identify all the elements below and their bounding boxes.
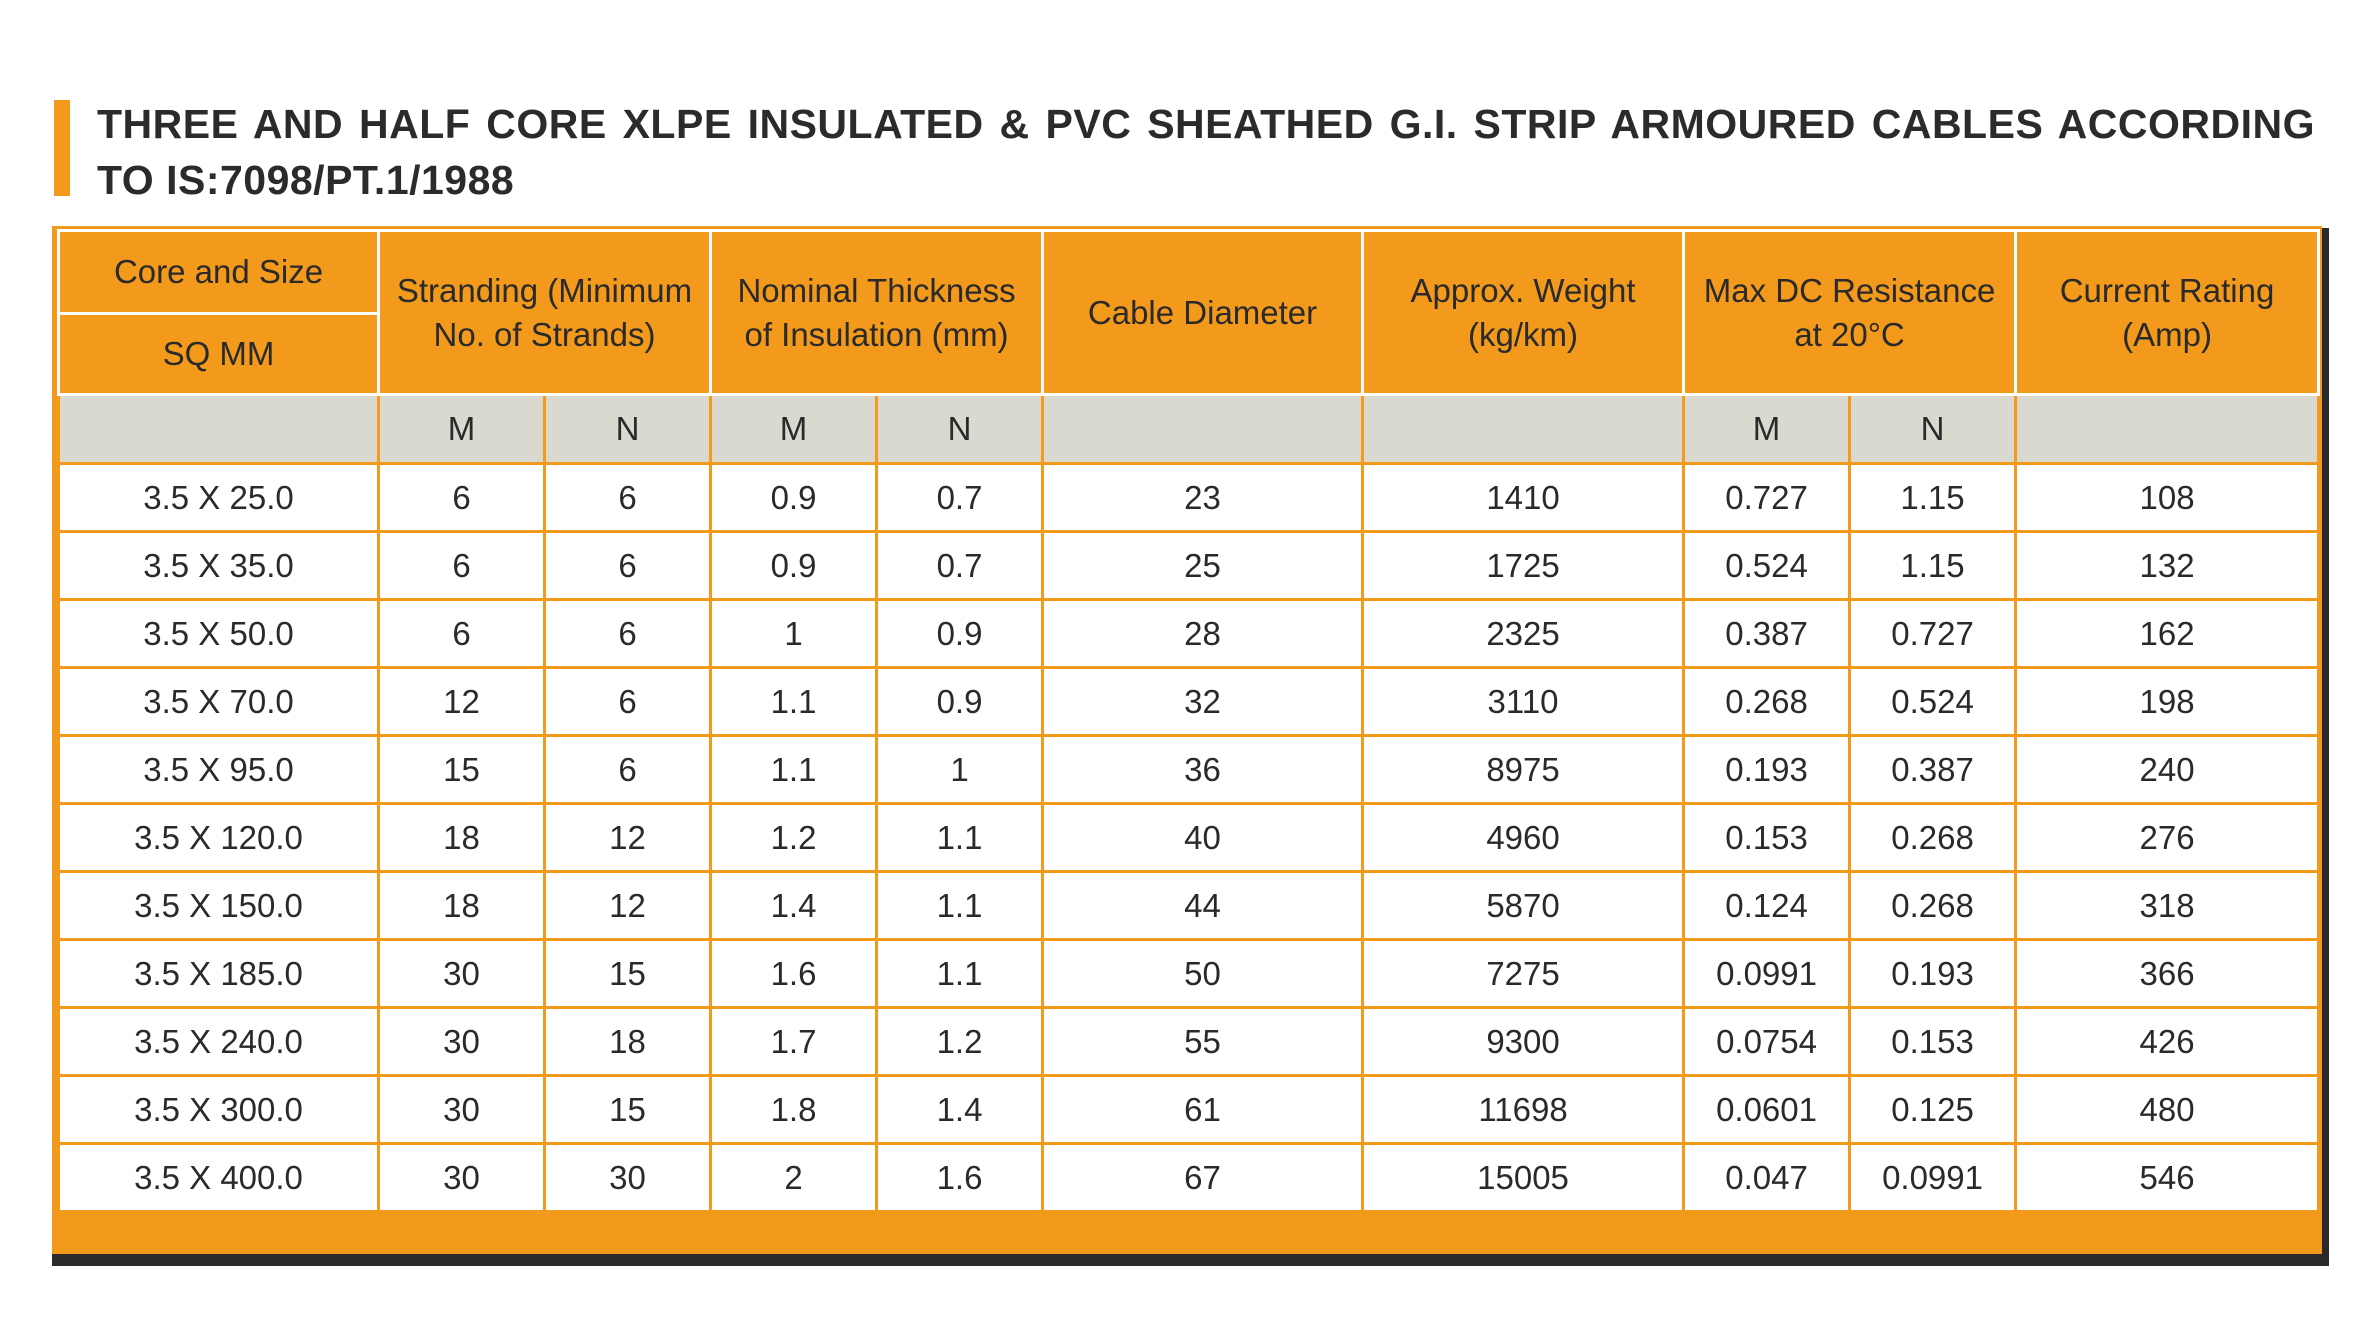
cell-approx-weight: 7275 [1363,940,1684,1008]
cell-core-size: 3.5 X 400.0 [59,1144,379,1212]
cell-approx-weight: 1725 [1363,532,1684,600]
sub-empty [1043,395,1363,464]
cell-resistance-n: 0.268 [1850,804,2016,872]
cell-approx-weight: 8975 [1363,736,1684,804]
cell-insulation-n: 0.9 [877,600,1043,668]
cell-insulation-m: 1.1 [711,736,877,804]
cell-stranding-n: 6 [545,464,711,532]
cell-stranding-m: 6 [379,600,545,668]
cell-resistance-m: 0.0601 [1684,1076,1850,1144]
cell-stranding-m: 6 [379,464,545,532]
cell-current-rating: 480 [2016,1076,2319,1144]
cell-insulation-m: 1.6 [711,940,877,1008]
cell-resistance-n: 0.727 [1850,600,2016,668]
cell-stranding-n: 6 [545,532,711,600]
cell-stranding-n: 6 [545,668,711,736]
cell-stranding-n: 15 [545,940,711,1008]
cell-insulation-n: 1.1 [877,872,1043,940]
cell-resistance-n: 1.15 [1850,532,2016,600]
cell-insulation-m: 1 [711,600,877,668]
cell-insulation-n: 1.6 [877,1144,1043,1212]
cell-resistance-n: 1.15 [1850,464,2016,532]
table-row [59,600,2319,668]
cell-current-rating: 108 [2016,464,2319,532]
table-row [59,532,2319,600]
cell-stranding-m: 15 [379,736,545,804]
page-title: THREE AND HALF CORE XLPE INSULATED & PVC SHEATHED G.I. STRIP ARMOURED CABLES ACCORDING TO IS:7098/PT.1/1988 [97,101,2315,203]
table-row [59,940,2319,1008]
cell-cable-diameter: 44 [1043,872,1363,940]
cell-current-rating: 240 [2016,736,2319,804]
cell-approx-weight: 5870 [1363,872,1684,940]
cell-stranding-n: 6 [545,600,711,668]
cell-current-rating: 426 [2016,1008,2319,1076]
cell-core-size: 3.5 X 50.0 [59,600,379,668]
sub-empty [59,395,379,464]
cell-insulation-n: 1.1 [877,804,1043,872]
table-frame [52,226,2322,1254]
cell-current-rating: 318 [2016,872,2319,940]
cell-current-rating: 546 [2016,1144,2319,1212]
cell-core-size: 3.5 X 35.0 [59,532,379,600]
cell-stranding-m: 30 [379,940,545,1008]
cell-core-size: 3.5 X 300.0 [59,1076,379,1144]
cell-resistance-n: 0.268 [1850,872,2016,940]
header-current: Current Rating (Amp) [2016,231,2319,395]
sub-empty [2016,395,2319,464]
cell-current-rating: 162 [2016,600,2319,668]
table-row [59,1144,2319,1212]
cell-stranding-m: 18 [379,804,545,872]
cell-cable-diameter: 55 [1043,1008,1363,1076]
header-stranding: Stranding (Minimum No. of Strands) [379,231,711,395]
cell-cable-diameter: 67 [1043,1144,1363,1212]
cell-stranding-m: 30 [379,1076,545,1144]
cell-cable-diameter: 28 [1043,600,1363,668]
cell-current-rating: 132 [2016,532,2319,600]
cell-resistance-m: 0.0754 [1684,1008,1850,1076]
cell-stranding-m: 30 [379,1144,545,1212]
sub-insulation-n: N [877,395,1043,464]
header-core-size: Core and Size [59,231,379,314]
table-row [59,668,2319,736]
cell-approx-weight: 1410 [1363,464,1684,532]
cell-insulation-n: 1 [877,736,1043,804]
cell-resistance-m: 0.193 [1684,736,1850,804]
sub-stranding-n: N [545,395,711,464]
cell-insulation-n: 0.7 [877,464,1043,532]
table-row [59,1076,2319,1144]
table-row [59,1008,2319,1076]
cell-core-size: 3.5 X 240.0 [59,1008,379,1076]
cell-core-size: 3.5 X 185.0 [59,940,379,1008]
cell-approx-weight: 2325 [1363,600,1684,668]
cell-core-size: 3.5 X 70.0 [59,668,379,736]
cell-insulation-m: 2 [711,1144,877,1212]
cell-stranding-n: 18 [545,1008,711,1076]
sub-resistance-n: N [1850,395,2016,464]
sub-resistance-m: M [1684,395,1850,464]
table-row [59,464,2319,532]
cell-core-size: 3.5 X 95.0 [59,736,379,804]
cell-insulation-n: 1.1 [877,940,1043,1008]
cell-resistance-n: 0.387 [1850,736,2016,804]
header-weight: Approx. Weight (kg/km) [1363,231,1684,395]
cell-resistance-m: 0.153 [1684,804,1850,872]
cell-insulation-n: 0.7 [877,532,1043,600]
table-row [59,872,2319,940]
cell-current-rating: 198 [2016,668,2319,736]
cell-stranding-m: 12 [379,668,545,736]
cell-cable-diameter: 25 [1043,532,1363,600]
cell-resistance-m: 0.0991 [1684,940,1850,1008]
header-insulation: Nominal Thickness of Insulation (mm) [711,231,1043,395]
cell-stranding-n: 15 [545,1076,711,1144]
cell-cable-diameter: 23 [1043,464,1363,532]
cell-insulation-m: 0.9 [711,464,877,532]
cell-insulation-m: 0.9 [711,532,877,600]
sub-insulation-m: M [711,395,877,464]
cell-resistance-m: 0.387 [1684,600,1850,668]
cell-stranding-n: 30 [545,1144,711,1212]
cell-resistance-n: 0.193 [1850,940,2016,1008]
cell-stranding-n: 12 [545,872,711,940]
header-diameter: Cable Diameter [1043,231,1363,395]
cell-resistance-m: 0.727 [1684,464,1850,532]
cell-cable-diameter: 61 [1043,1076,1363,1144]
cell-approx-weight: 15005 [1363,1144,1684,1212]
cell-resistance-m: 0.524 [1684,532,1850,600]
cell-cable-diameter: 50 [1043,940,1363,1008]
cell-current-rating: 276 [2016,804,2319,872]
title-accent-bar [54,100,70,196]
sub-stranding-m: M [379,395,545,464]
cell-resistance-n: 0.153 [1850,1008,2016,1076]
cell-resistance-n: 0.524 [1850,668,2016,736]
cell-stranding-m: 18 [379,872,545,940]
sub-empty [1363,395,1684,464]
cell-insulation-n: 0.9 [877,668,1043,736]
cell-core-size: 3.5 X 120.0 [59,804,379,872]
cell-stranding-n: 12 [545,804,711,872]
cell-approx-weight: 9300 [1363,1008,1684,1076]
cell-insulation-m: 1.7 [711,1008,877,1076]
cell-insulation-m: 1.2 [711,804,877,872]
cell-stranding-m: 30 [379,1008,545,1076]
cell-cable-diameter: 40 [1043,804,1363,872]
cell-approx-weight: 3110 [1363,668,1684,736]
cell-approx-weight: 4960 [1363,804,1684,872]
header-sq-mm: SQ MM [59,314,379,395]
cell-core-size: 3.5 X 25.0 [59,464,379,532]
cell-insulation-m: 1.8 [711,1076,877,1144]
cable-spec-table [57,229,2320,1213]
cell-insulation-m: 1.4 [711,872,877,940]
table-row [59,736,2319,804]
cell-cable-diameter: 32 [1043,668,1363,736]
cell-insulation-n: 1.4 [877,1076,1043,1144]
cell-current-rating: 366 [2016,940,2319,1008]
cell-insulation-n: 1.2 [877,1008,1043,1076]
cell-resistance-m: 0.268 [1684,668,1850,736]
cell-core-size: 3.5 X 150.0 [59,872,379,940]
header-resistance: Max DC Resistance at 20°C [1684,231,2016,395]
table-row [59,804,2319,872]
cell-approx-weight: 11698 [1363,1076,1684,1144]
cell-stranding-m: 6 [379,532,545,600]
cell-stranding-n: 6 [545,736,711,804]
cell-resistance-m: 0.047 [1684,1144,1850,1212]
cell-resistance-n: 0.0991 [1850,1144,2016,1212]
cell-resistance-n: 0.125 [1850,1076,2016,1144]
cell-resistance-m: 0.124 [1684,872,1850,940]
cell-insulation-m: 1.1 [711,668,877,736]
cell-cable-diameter: 36 [1043,736,1363,804]
